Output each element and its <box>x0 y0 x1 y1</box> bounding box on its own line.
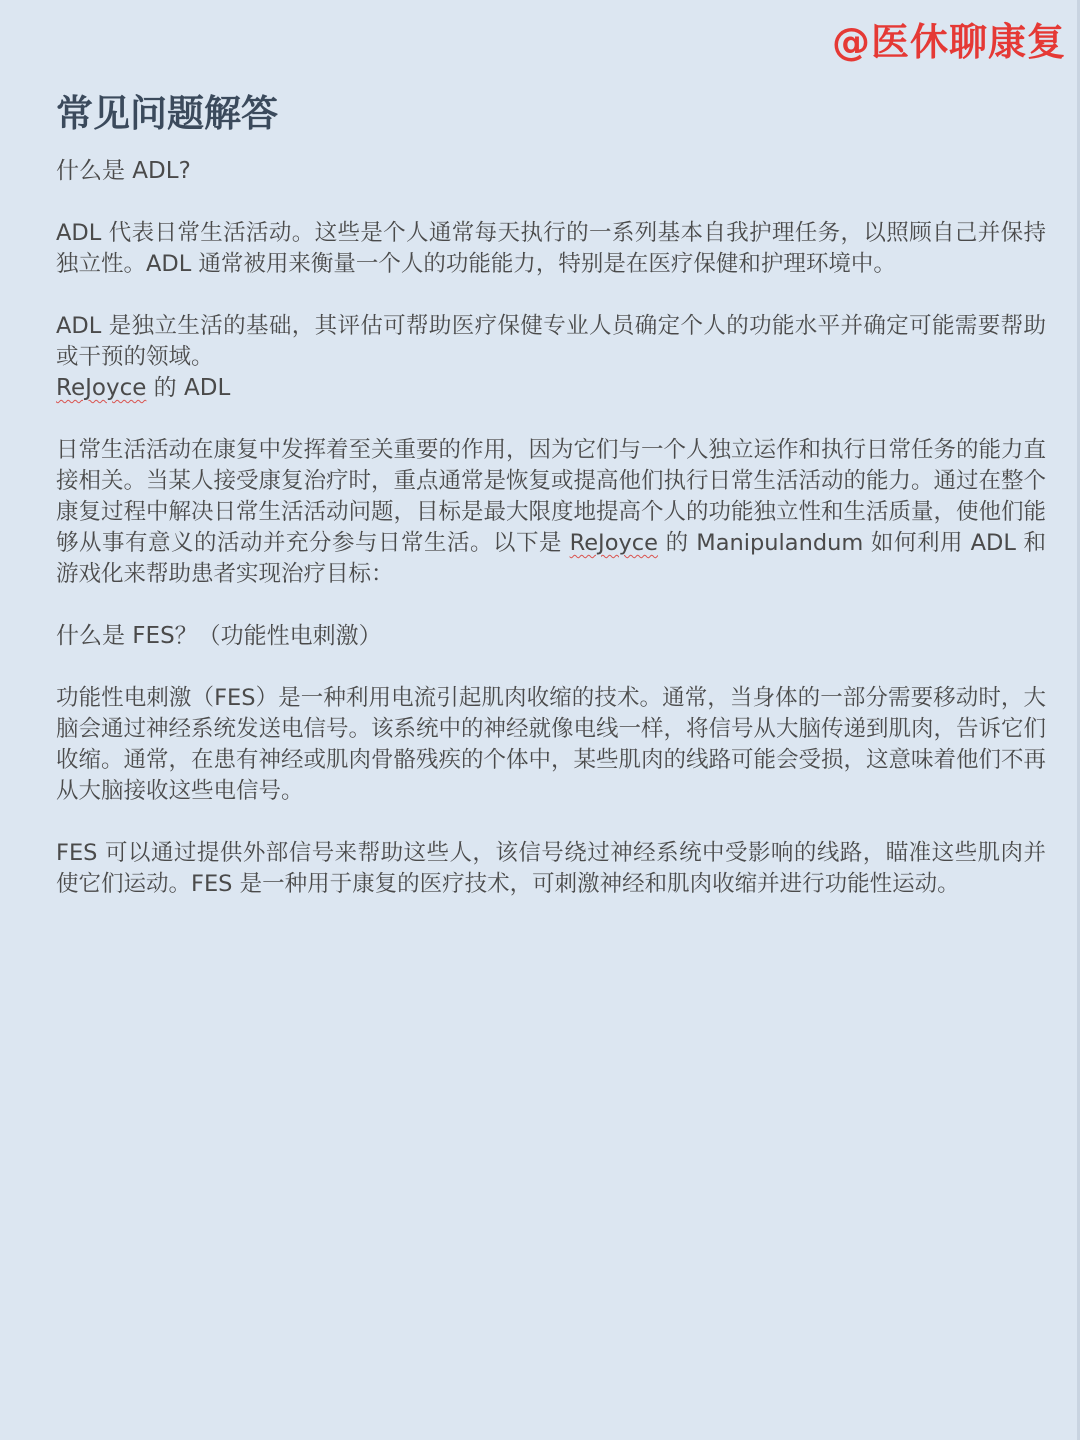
rehab-adl-paragraph <box>56 435 1046 590</box>
rejoyce-adl-heading <box>56 373 1046 404</box>
page-title: 常见问题解答 <box>56 92 278 135</box>
fes-definition-paragraph: 功能性电刺激（FES）是一种利用电流引起肌肉收缩的技术。通常，当身体的一部分需要移动时，大脑会通过神经系统发送电信号。该系统中的神经就像电线一样，将信号从大脑传递到肌肉，告诉它们收缩。通常，在患有神经或肌肉骨骼残疾的个体中，某些肌肉的线路可能会受损，这意味着他们不再从大脑接收这些电信号。 <box>56 685 1047 804</box>
fes-question-heading: 什么是 FES？（功能性电刺激） <box>56 623 382 649</box>
rejoyce-heading-rest: 的 ADL <box>146 375 231 401</box>
watermark: @医休聊康复 <box>831 20 1066 64</box>
adl-definition-paragraph: ADL 代表日常生活活动。这些是个人通常每天执行的一系列基本自我护理任务，以照顾自己并保持独立性。ADL 通常被用来衡量一个人的功能能力，特别是在医疗保健和护理环境中。 <box>56 220 1046 277</box>
fes-help-paragraph: FES 可以通过提供外部信号来帮助这些人，该信号绕过神经系统中受影响的线路，瞄准这些肌肉并使它们运动。FES 是一种用于康复的医疗技术，可刺激神经和肌肉收缩并进行功能性运动。 <box>56 840 1046 897</box>
adl-importance-paragraph: ADL 是独立生活的基础，其评估可帮助医疗保健专业人员确定个人的功能水平并确定可能需要帮助或干预的领域。 <box>56 313 1046 370</box>
rehab-brand-word: ReJoyce <box>569 530 658 556</box>
rehab-paragraph-start: 日常生活活动在康复中发挥着至关重要的作用，因为它们与一个人独立运作和执行日常任务的能力直接相关。当某人接受康复治疗时，重点通常是恢复或提高他们执行日常生活活动的能力。通过在整个康复过程中解决日常生活活动问题，目标是最大限度地提高个人的功能独立性和生活质量，使他们能够从事有意义的活动并充分参与日常生活。以下是 <box>56 437 1047 556</box>
document-body <box>56 88 1046 931</box>
adl-question-heading: 什么是 ADL? <box>56 158 191 184</box>
rejoyce-brand-word: ReJoyce <box>56 375 147 401</box>
rehab-paragraph-end: 的 Manipulandum 如何利用 ADL 和游戏化来帮助患者实现治疗目标： <box>56 530 1046 587</box>
